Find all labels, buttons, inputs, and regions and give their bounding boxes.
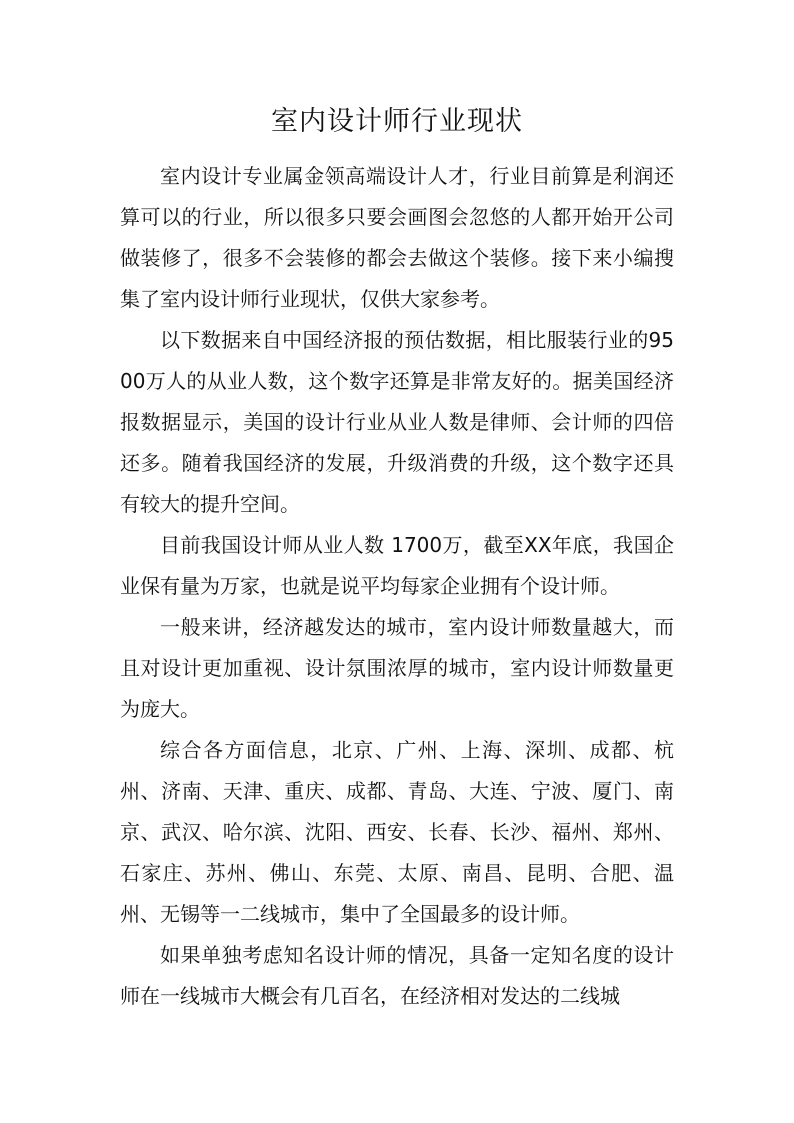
paragraph-intro: 室内设计专业属金领高端设计人才，行业目前算是利润还算可以的行业，所以很多只要会画图会忽悠的人都开始开公司做装修了，很多不会装修的都会去做这个装修。接下来小编搜集了室内设计师行业现状，仅供大家参考。 <box>120 164 674 311</box>
paragraph-economy: 一般来讲，经济越发达的城市，室内设计师数量越大，而且对设计更加重视、设计氛围浓厚的城市，室内设计师数量更为庞大。 <box>120 615 674 721</box>
paragraph-designer-count: 目前我国设计师从业人数 1700万，截至XX年底，我国企业保有量为万家，也就是说平均每家企业拥有个设计师。 <box>120 533 674 598</box>
document-title: 室内设计师行业现状 <box>271 106 523 137</box>
document-body <box>120 156 674 1017</box>
paragraph-famous-designers: 如果单独考虑知名设计师的情况，具备一定知名度的设计师在一线城市大概会有几百名，在经济相对发达的二线城 <box>120 943 674 1008</box>
paragraph-data-source: 以下数据来自中国经济报的预估数据，相比服装行业的9500万人的从业人数，这个数字还算是非常友好的。据美国经济报数据显示，美国的设计行业从业人数是律师、会计师的四倍还多。随着我国经济的发展，升级消费的升级，这个数字还具有较大的提升空间。 <box>120 328 674 516</box>
paragraph-cities: 综合各方面信息，北京、广州、上海、深圳、成都、杭州、济南、天津、重庆、成都、青岛、大连、宁波、厦门、南京、武汉、哈尔滨、沈阳、西安、长春、长沙、福州、郑州、石家庄、苏州、佛山、东莞、太原、南昌、昆明、合肥、温州、无锡等一二线城市，集中了全国最多的设计师。 <box>120 738 674 926</box>
